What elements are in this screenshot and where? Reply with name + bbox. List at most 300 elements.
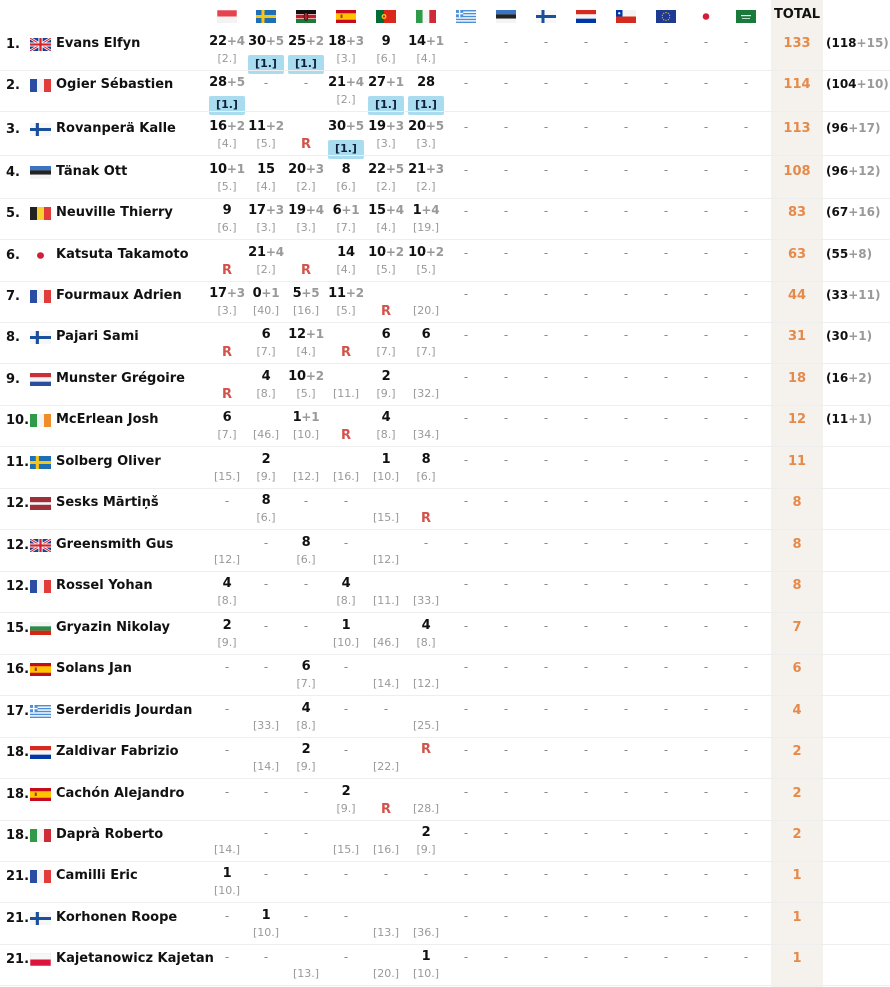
driver-name-link[interactable]: Solans Jan xyxy=(56,661,132,676)
estonia-flag-icon[interactable] xyxy=(496,10,516,23)
points xyxy=(326,286,366,304)
table-row[interactable] xyxy=(0,406,890,447)
driver-name-link[interactable]: Daprà Roberto xyxy=(56,827,164,842)
result-cell xyxy=(326,697,366,737)
driver-name-link[interactable]: Ogier Sébastien xyxy=(56,77,174,92)
result-cell xyxy=(486,572,526,612)
driver-name-link[interactable]: Fourmaux Adrien xyxy=(56,288,182,303)
finish-position: [5.] xyxy=(416,263,436,276)
no-result: - xyxy=(303,494,309,508)
netherlands-flag-icon xyxy=(30,373,51,386)
table-row[interactable] xyxy=(0,655,890,696)
no-result: - xyxy=(703,909,709,923)
no-result: - xyxy=(583,76,589,90)
table-row[interactable] xyxy=(0,323,890,364)
result-cell xyxy=(446,904,486,944)
no-result: - xyxy=(583,494,589,508)
points-value: 18 xyxy=(328,34,346,49)
no-result: - xyxy=(703,619,709,633)
points-value: 14 xyxy=(408,34,426,49)
no-result: - xyxy=(743,411,749,425)
result-cell xyxy=(366,780,406,820)
table-row[interactable] xyxy=(0,862,890,903)
points-value: 1 xyxy=(222,866,232,881)
driver-name-link[interactable]: Kajetanowicz Kajetan xyxy=(56,951,214,966)
result-cell xyxy=(486,115,526,155)
result-cell xyxy=(646,71,686,111)
finish-position: [5.] xyxy=(217,180,237,193)
finland-flag-icon xyxy=(30,123,51,136)
result-cell xyxy=(486,30,526,70)
no-result: - xyxy=(743,909,749,923)
monaco-flag-icon[interactable] xyxy=(217,10,237,23)
no-result: - xyxy=(263,826,269,840)
table-row[interactable] xyxy=(0,30,890,71)
result-cell xyxy=(246,738,286,778)
result-cell xyxy=(326,780,366,820)
driver-name-link[interactable]: Zaldivar Fabrizio xyxy=(56,744,179,759)
no-result: - xyxy=(463,411,469,425)
result-cell xyxy=(366,365,406,405)
driver-name-link[interactable]: Cachón Alejandro xyxy=(56,786,185,801)
result-cell xyxy=(246,115,286,155)
result-cell xyxy=(286,406,326,446)
result-cell xyxy=(526,323,566,363)
result-cell xyxy=(207,945,247,985)
no-result: - xyxy=(583,909,589,923)
result-cell xyxy=(566,30,606,70)
no-result: - xyxy=(623,826,629,840)
no-result: - xyxy=(703,743,709,757)
result-cell xyxy=(286,655,326,695)
result-cell xyxy=(486,158,526,198)
no-result: - xyxy=(543,328,549,342)
no-result: - xyxy=(303,867,309,881)
no-result: - xyxy=(703,785,709,799)
points-value: 8 xyxy=(261,493,271,508)
points xyxy=(406,75,446,93)
result-cell xyxy=(326,71,366,111)
no-result: - xyxy=(543,702,549,716)
points-value: 19 xyxy=(368,119,386,134)
result-cell xyxy=(446,365,486,405)
result-cell xyxy=(326,323,366,363)
no-result: - xyxy=(663,785,669,799)
result-cell xyxy=(486,199,526,239)
result-cell xyxy=(326,945,366,985)
result-cell xyxy=(207,282,247,322)
result-cell xyxy=(486,489,526,529)
finish-position: [2.] xyxy=(296,180,316,193)
result-cell xyxy=(566,115,606,155)
bonus-points: +1 xyxy=(261,286,280,300)
result-cell xyxy=(566,406,606,446)
row-position: 10. xyxy=(6,413,30,428)
points xyxy=(366,327,406,345)
result-cell xyxy=(246,489,286,529)
result-cell xyxy=(406,821,446,861)
points xyxy=(286,452,326,470)
table-row[interactable] xyxy=(0,115,890,156)
finish-position: [12.] xyxy=(213,553,241,566)
no-result: - xyxy=(543,204,549,218)
retired-mark: R xyxy=(300,263,311,278)
row-divider xyxy=(0,446,890,447)
bonus-points: +2 xyxy=(265,119,284,133)
driver-name-link[interactable]: Greensmith Gus xyxy=(56,537,174,552)
driver-name-link[interactable]: Katsuta Takamoto xyxy=(56,247,189,262)
points-value: 6 xyxy=(261,327,271,342)
no-result: - xyxy=(583,411,589,425)
row-position: 6. xyxy=(6,248,20,263)
no-result: - xyxy=(583,619,589,633)
result-cell xyxy=(406,323,446,363)
spain-flag-icon[interactable] xyxy=(336,10,356,23)
table-row[interactable] xyxy=(0,821,890,862)
finish-position: [5.] xyxy=(336,304,356,317)
driver-name-link[interactable]: Serderidis Jourdan xyxy=(56,703,193,718)
no-result: - xyxy=(583,246,589,260)
europe-flag-icon[interactable] xyxy=(656,10,676,23)
bonus-points: +4 xyxy=(385,203,404,217)
result-cell xyxy=(207,158,247,198)
points xyxy=(406,34,446,52)
result-cell xyxy=(246,655,286,695)
result-cell xyxy=(686,406,726,446)
finish-position: [5.] xyxy=(296,387,316,400)
points xyxy=(326,825,366,843)
points xyxy=(406,245,446,263)
no-result: - xyxy=(583,453,589,467)
driver-name-link[interactable]: Gryazin Nikolay xyxy=(56,620,170,635)
finish-position: [13.] xyxy=(372,926,400,939)
points-value: 1 xyxy=(292,410,302,425)
finish-position: [12.] xyxy=(412,677,440,690)
result-cell xyxy=(566,697,606,737)
bonus-points: +4 xyxy=(345,75,364,89)
finish-position: [3.] xyxy=(336,52,356,65)
winner-badge: [1.] xyxy=(328,140,364,159)
result-cell xyxy=(286,365,326,405)
driver-name-link[interactable]: Camilli Eric xyxy=(56,868,138,883)
result-cell xyxy=(726,448,766,488)
finish-position: [9.] xyxy=(336,802,356,815)
sweden-flag-icon xyxy=(30,456,51,469)
points xyxy=(246,245,286,263)
no-result: - xyxy=(543,370,549,384)
result-cell xyxy=(366,448,406,488)
bonus-points: +3 xyxy=(265,203,284,217)
points xyxy=(406,369,446,387)
result-cell xyxy=(406,30,446,70)
no-result: - xyxy=(503,120,509,134)
bonus-points: +5 xyxy=(265,34,284,48)
base-points: (104 xyxy=(826,77,857,91)
driver-name-link[interactable]: Evans Elfyn xyxy=(56,36,141,51)
result-cell xyxy=(486,904,526,944)
no-result: - xyxy=(583,867,589,881)
finish-position: [9.] xyxy=(256,470,276,483)
result-cell xyxy=(726,862,766,902)
driver-name-link[interactable]: Pajari Sami xyxy=(56,329,139,344)
points xyxy=(366,949,406,967)
finish-position: [3.] xyxy=(256,221,276,234)
no-result: - xyxy=(224,785,230,799)
result-cell xyxy=(207,738,247,778)
finish-position: [14.] xyxy=(213,843,241,856)
result-cell xyxy=(366,697,406,737)
no-result: - xyxy=(503,909,509,923)
points-value: 4 xyxy=(222,576,232,591)
result-cell xyxy=(406,655,446,695)
result-cell xyxy=(686,71,726,111)
points xyxy=(366,742,406,760)
table-row[interactable] xyxy=(0,489,890,530)
result-cell xyxy=(286,821,326,861)
result-cell xyxy=(366,614,406,654)
finish-position: [16.] xyxy=(332,470,360,483)
result-cell xyxy=(446,158,486,198)
total-points: 1 xyxy=(792,951,802,966)
finish-position: [4.] xyxy=(217,137,237,150)
no-result: - xyxy=(743,826,749,840)
finish-position: [4.] xyxy=(416,52,436,65)
result-cell xyxy=(646,904,686,944)
result-cell xyxy=(606,738,646,778)
no-result: - xyxy=(463,204,469,218)
result-cell xyxy=(286,115,326,155)
chile-flag-icon[interactable] xyxy=(616,10,636,23)
result-cell xyxy=(646,738,686,778)
no-result: - xyxy=(743,76,749,90)
result-cell xyxy=(606,572,646,612)
no-result: - xyxy=(663,619,669,633)
points xyxy=(366,493,406,511)
result-cell xyxy=(446,862,486,902)
points-value: 10 xyxy=(408,245,426,260)
driver-name-link[interactable]: Korhonen Roope xyxy=(56,910,178,925)
no-result: - xyxy=(463,246,469,260)
result-cell xyxy=(566,904,606,944)
result-cell xyxy=(286,489,326,529)
finish-position: [46.] xyxy=(252,428,280,441)
driver-name-link[interactable]: Rovanperä Kalle xyxy=(56,121,176,136)
result-cell xyxy=(486,738,526,778)
row-divider xyxy=(0,155,890,156)
no-result: - xyxy=(703,120,709,134)
table-row[interactable] xyxy=(0,904,890,945)
result-cell xyxy=(686,531,726,571)
japan-flag-icon[interactable] xyxy=(696,10,716,23)
winner-badge: [1.] xyxy=(368,96,404,115)
france-flag-icon xyxy=(30,580,51,593)
result-cell xyxy=(646,282,686,322)
points xyxy=(326,75,366,93)
points xyxy=(246,908,286,926)
no-result: - xyxy=(583,577,589,591)
finish-position: [7.] xyxy=(336,221,356,234)
row-divider xyxy=(0,695,890,696)
finish-position: [12.] xyxy=(372,553,400,566)
table-row[interactable] xyxy=(0,780,890,821)
no-result: - xyxy=(543,867,549,881)
result-cell xyxy=(246,323,286,363)
no-result: - xyxy=(303,577,309,591)
no-result: - xyxy=(503,743,509,757)
table-row[interactable] xyxy=(0,199,890,240)
finish-position: [20.] xyxy=(372,967,400,980)
result-cell xyxy=(686,323,726,363)
points-value: 2 xyxy=(222,618,232,633)
bonus-points: +3 xyxy=(385,119,404,133)
table-row[interactable] xyxy=(0,697,890,738)
points xyxy=(207,825,247,843)
result-cell xyxy=(686,904,726,944)
no-result: - xyxy=(583,163,589,177)
driver-name-link[interactable]: McErlean Josh xyxy=(56,412,159,427)
result-cell xyxy=(726,30,766,70)
finish-position: [7.] xyxy=(296,677,316,690)
no-result: - xyxy=(543,76,549,90)
result-cell xyxy=(646,531,686,571)
portugal-flag-icon[interactable] xyxy=(376,10,396,23)
table-row[interactable] xyxy=(0,945,890,986)
finish-position: [14.] xyxy=(372,677,400,690)
points xyxy=(246,369,286,387)
table-row[interactable] xyxy=(0,365,890,406)
driver-name-link[interactable]: Munster Grégoire xyxy=(56,371,185,386)
points xyxy=(286,286,326,304)
table-row[interactable] xyxy=(0,282,890,323)
no-result: - xyxy=(303,76,309,90)
total-points: 44 xyxy=(787,288,807,303)
no-result: - xyxy=(663,287,669,301)
no-result: - xyxy=(743,867,749,881)
points-value: 5 xyxy=(292,286,302,301)
table-row[interactable] xyxy=(0,572,890,613)
points-value: 10 xyxy=(368,245,386,260)
driver-name-link[interactable]: Tänak Ott xyxy=(56,164,128,179)
total-points: 18 xyxy=(787,371,807,386)
result-cell xyxy=(686,115,726,155)
estonia-flag-icon xyxy=(30,166,51,179)
result-cell xyxy=(207,489,247,529)
bonus-points: +2 xyxy=(345,286,364,300)
no-result: - xyxy=(303,826,309,840)
no-result: - xyxy=(503,660,509,674)
saudi-arabia-flag-icon[interactable] xyxy=(736,10,756,23)
no-result: - xyxy=(583,120,589,134)
points-value: 4 xyxy=(381,410,391,425)
result-cell xyxy=(446,30,486,70)
result-cell xyxy=(366,738,406,778)
finish-position: [10.] xyxy=(252,926,280,939)
points-value: 1 xyxy=(261,908,271,923)
total-points: 133 xyxy=(783,36,811,51)
result-cell xyxy=(326,904,366,944)
no-result: - xyxy=(703,494,709,508)
points-value: 2 xyxy=(261,452,271,467)
no-result: - xyxy=(703,246,709,260)
points xyxy=(366,410,406,428)
driver-name-link[interactable]: Rossel Yohan xyxy=(56,578,153,593)
finish-position: [8.] xyxy=(217,594,237,607)
result-cell xyxy=(526,282,566,322)
row-divider xyxy=(0,529,890,530)
table-row[interactable] xyxy=(0,158,890,199)
points xyxy=(326,34,366,52)
result-cell xyxy=(246,945,286,985)
no-result: - xyxy=(224,494,230,508)
bonus-points: +4 xyxy=(305,203,324,217)
result-cell xyxy=(246,780,286,820)
table-row[interactable] xyxy=(0,71,890,112)
result-cell xyxy=(606,489,646,529)
driver-name-link[interactable]: Sesks Mārtiņš xyxy=(56,495,159,510)
table-row[interactable] xyxy=(0,531,890,572)
no-result: - xyxy=(703,204,709,218)
table-row[interactable] xyxy=(0,241,890,282)
points-breakdown xyxy=(826,288,880,302)
points xyxy=(207,576,247,594)
points-value: 11 xyxy=(328,286,346,301)
no-result: - xyxy=(343,909,349,923)
no-result: - xyxy=(703,950,709,964)
no-result: - xyxy=(663,411,669,425)
sweden-flag-icon[interactable] xyxy=(256,10,276,23)
no-result: - xyxy=(263,867,269,881)
driver-name-link[interactable]: Neuville Thierry xyxy=(56,205,173,220)
result-cell xyxy=(726,614,766,654)
paraguay-flag-icon[interactable] xyxy=(576,10,596,23)
result-cell xyxy=(246,71,286,111)
points xyxy=(286,742,326,760)
result-cell xyxy=(526,71,566,111)
points xyxy=(366,119,406,137)
greece-flag-icon[interactable] xyxy=(456,10,476,23)
finish-position: [8.] xyxy=(416,636,436,649)
kenya-flag-icon[interactable] xyxy=(296,10,316,23)
retired-mark: R xyxy=(420,742,431,757)
result-cell xyxy=(446,323,486,363)
points xyxy=(207,535,247,553)
no-result: - xyxy=(263,950,269,964)
italy-flag-icon[interactable] xyxy=(416,10,436,23)
result-cell xyxy=(366,241,406,281)
points-value: 8 xyxy=(341,162,351,177)
table-row[interactable] xyxy=(0,738,890,779)
winner-badge: [1.] xyxy=(288,55,324,74)
table-row[interactable] xyxy=(0,448,890,489)
points xyxy=(286,535,326,553)
no-result: - xyxy=(703,660,709,674)
table-row[interactable] xyxy=(0,614,890,655)
result-cell xyxy=(726,697,766,737)
finish-position: [10.] xyxy=(292,428,320,441)
result-cell xyxy=(366,115,406,155)
no-result: - xyxy=(503,536,509,550)
no-result: - xyxy=(503,950,509,964)
power-stage-points: +11) xyxy=(848,288,881,302)
finland-flag-icon[interactable] xyxy=(536,10,556,23)
base-points: (67 xyxy=(826,205,849,219)
driver-name-link[interactable]: Solberg Oliver xyxy=(56,454,161,469)
finish-position: [16.] xyxy=(372,843,400,856)
italy-flag-icon xyxy=(30,829,51,842)
no-result: - xyxy=(663,909,669,923)
no-result: - xyxy=(543,660,549,674)
row-position: 9. xyxy=(6,372,20,387)
